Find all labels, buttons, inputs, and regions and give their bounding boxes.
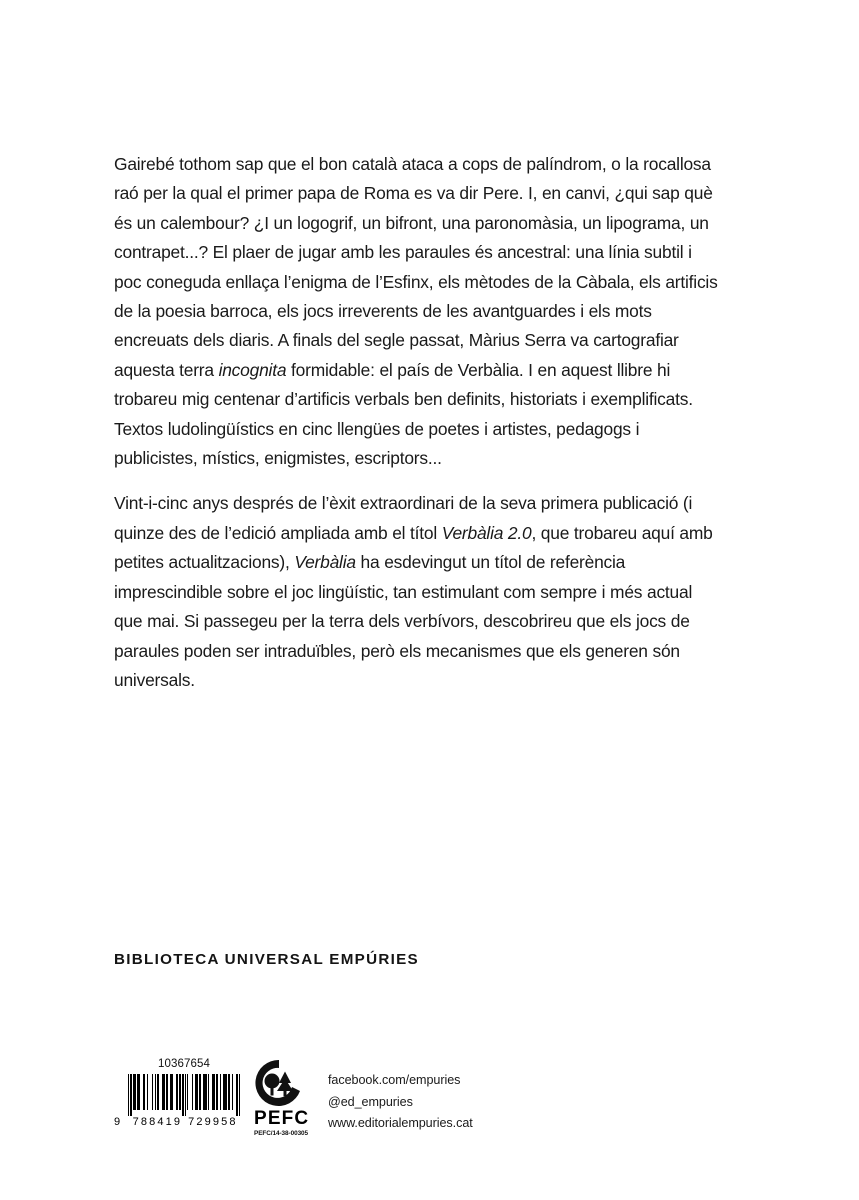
blurb-paragraph-1 <box>114 150 722 473</box>
pefc-certification-code: PEFC/14-38-00305 <box>254 1130 309 1137</box>
blurb-p2-segment-3: ha esdevingut un títol de referència imprescindible sobre el joc lingüístic, tan estimulant com sempre i més actual que mai. Si passegeu per la terra dels verbívors, descobrireu que els jocs de paraules poden ser intraduïbles, però els mecanismes que els generen són universals. <box>114 552 693 690</box>
blurb-p2-italic-verbalia-2-0: Verbàlia 2.0 <box>441 522 532 543</box>
publisher-contact-block <box>328 1070 473 1135</box>
blurb-p1-segment-2: formidable: el país de Verbàlia. I en aquest llibre hi trobareu mig centenar d’artificis verbals ben definits, historiats i exemplificats. Textos ludolingüístics en cinc llengües de poetes i artistes, pedagogs i publicistes, místics, enigmistes, escriptors... <box>114 359 693 469</box>
blurb-p1-segment-1: Gairebé tothom sap que el bon català ataca a cops de palíndrom, o la rocallosa raó per la qual el primer papa de Roma es va dir Pere. I, en canvi, ¿qui sap què és un calembour? ¿I un logogrif, un bifront, una paronomàsia, un lipograma, un contrapet...? El plaer de jugar amb les paraules és ancestral: una línia subtil i poc coneguda enllaça l’enigma de l’Esfinx, els mètodes de la Càbala, els artificis de la poesia barroca, els jocs irreverents de les avantguardes i els mots encreuats dels diaris. A finals del segle passat, Màrius Serra va cartografiar aquesta terra <box>114 154 718 380</box>
barcode-block <box>112 1058 242 1129</box>
contact-facebook[interactable]: facebook.com/empuries <box>328 1073 461 1087</box>
pefc-block <box>254 1058 326 1138</box>
footer <box>112 1058 752 1154</box>
barcode-internal-number: 10367654 <box>157 1058 211 1070</box>
barcode-bars <box>128 1074 240 1116</box>
blurb-p2-segment-1: Vint-i-cinc anys després de l’èxit extraordinari de la seva primera publicació (i quinze des de l’edició ampliada amb el títol <box>114 493 693 543</box>
blurb-paragraph-2 <box>114 489 722 695</box>
blurb-text-block <box>114 150 722 695</box>
blurb-p2-italic-verbalia: Verbàlia <box>294 552 356 573</box>
pefc-wordmark: PEFC <box>254 1108 310 1129</box>
blurb-p2-segment-2: , que trobareu aquí amb petites actualitzacions), <box>114 522 713 573</box>
barcode-ean-digits: 9 7 8 8 4 1 9 7 2 9 9 5 8 <box>114 1116 236 1128</box>
pefc-logo-icon <box>254 1058 304 1108</box>
contact-website[interactable]: www.editorialempuries.cat <box>328 1116 473 1130</box>
blurb-p1-italic-incognita: incognita <box>218 359 287 380</box>
collection-name: BIBLIOTECA UNIVERSAL EMPÚRIES <box>114 951 419 968</box>
contact-twitter-handle[interactable]: @ed_empuries <box>328 1094 413 1109</box>
